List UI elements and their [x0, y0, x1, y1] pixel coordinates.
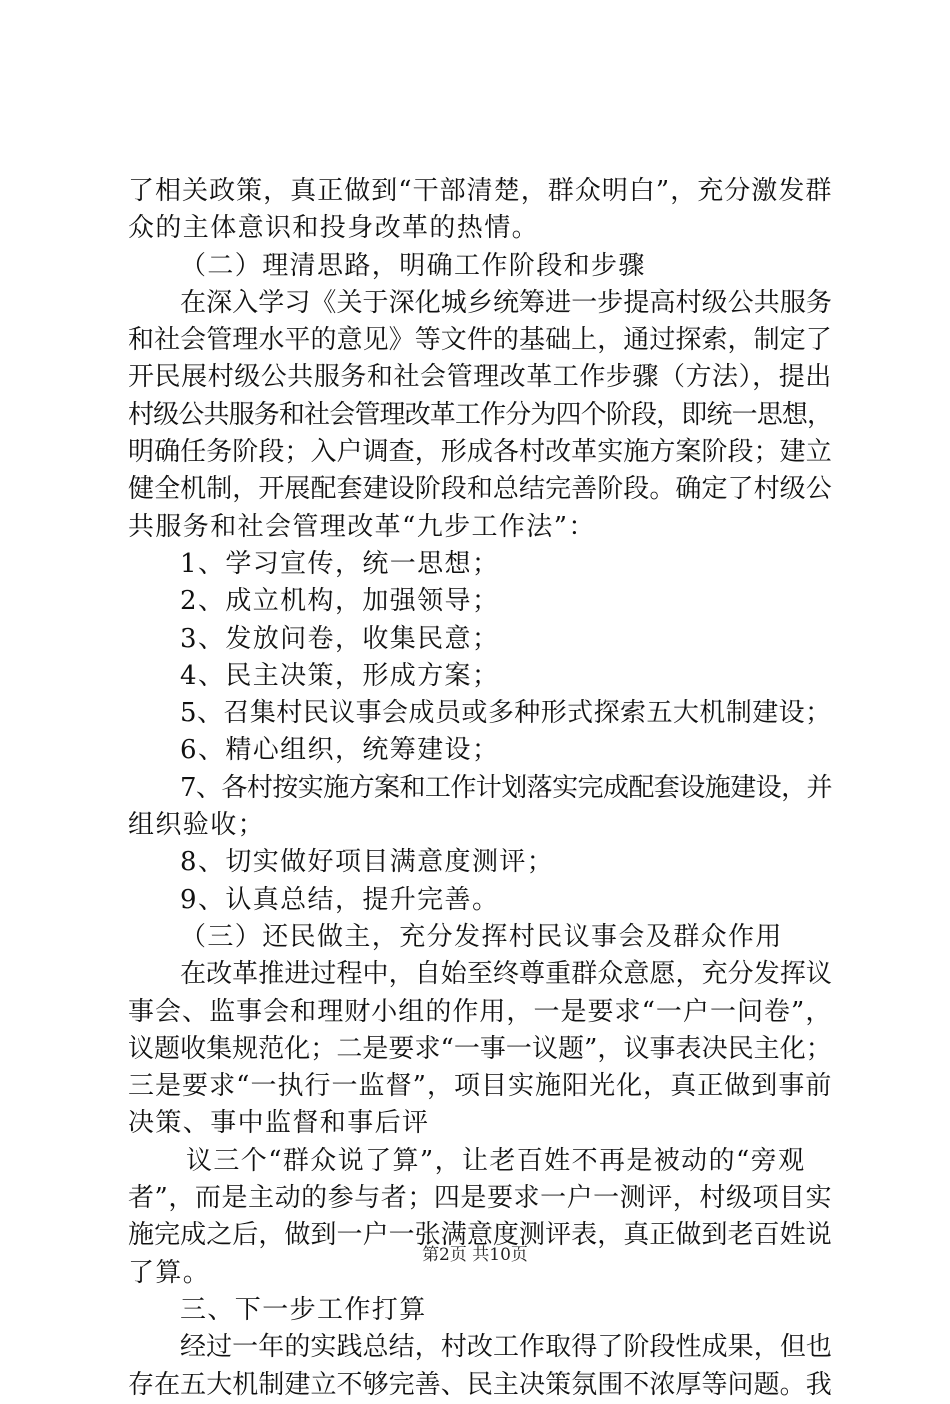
text-line: 者”，而是主动的参与者；四是要求一户一测评，村级项目实 — [128, 1183, 833, 1214]
text-line: 6、精心组织，统筹建设； — [180, 735, 500, 766]
text-line: 了算。 — [128, 1257, 211, 1288]
text-line: 4、民主决策，形成方案； — [180, 660, 500, 691]
text-line: 众的主体意识和投身改革的热情。 — [128, 213, 540, 244]
text-line: 5、召集村民议事会成员或多种形式探索五大机制建设； — [180, 698, 832, 729]
text-line: 共服务和社会管理改革“九步工作法”： — [128, 511, 596, 542]
text-line: 议题收集规范化；二是要求“一事一议题”，议事表决民主化； — [128, 1033, 832, 1064]
text-line: 2、成立机构，加强领导； — [180, 586, 500, 617]
text-line: 9、认真总结，提升完善。 — [180, 884, 500, 915]
text-line: 7、各村按实施方案和工作计划落实完成配套设施建设，并 — [180, 772, 832, 803]
text-line: 议三个“群众说了算”，让老百姓不再是被动的“旁观 — [186, 1145, 806, 1176]
text-line: 明确任务阶段；入户调查，形成各村改革实施方案阶段；建立 — [128, 437, 832, 468]
text-line: 和社会管理水平的意见》等文件的基础上，通过探索，制定了 — [128, 325, 832, 356]
text-line: 村级公共服务和社会管理改革工作分为四个阶段，即统一思想， — [128, 399, 833, 430]
text-line: 8、切实做好项目满意度测评； — [180, 847, 555, 878]
body-text — [128, 173, 832, 1404]
text-line: 三、下一步工作打算 — [180, 1294, 427, 1325]
text-line: 3、发放问卷，收集民意； — [180, 623, 500, 654]
text-line: 经过一年的实践总结，村改工作取得了阶段性成果，但也 — [180, 1332, 833, 1363]
page-footer: 第2页 共10页 — [422, 1245, 528, 1265]
text-line: 在改革推进过程中，自始至终尊重群众意愿，充分发挥议 — [180, 959, 833, 990]
text-line: （三）还民做主，充分发挥村民议事会及群众作用 — [180, 921, 783, 952]
text-line: （二）理清思路，明确工作阶段和步骤 — [180, 250, 646, 281]
text-line: 在深入学习《关于深化城乡统筹进一步提高村级公共服务 — [180, 287, 833, 318]
text-line: 1、学习宣传，统一思想； — [180, 548, 500, 579]
text-line: 三是要求“一执行一监督”，项目实施阳光化，真正做到事前 — [128, 1071, 833, 1102]
text-line: 组织验收； — [128, 810, 266, 841]
text-line: 事会、监事会和理财小组的作用，一是要求“一户一问卷”， — [128, 996, 833, 1027]
text-line: 存在五大机制建立不够完善、民主决策氛围不浓厚等问题。我 — [128, 1369, 832, 1400]
text-line: 了相关政策，真正做到“干部清楚，群众明白”，充分激发群 — [128, 176, 833, 206]
text-line: 施完成之后，做到一户一张满意度测评表，真正做到老百姓说 — [128, 1220, 832, 1251]
text-line: 决策、事中监督和事后评 — [128, 1108, 430, 1139]
text-line: 开民展村级公共服务和社会管理改革工作步骤（方法），提出 — [128, 362, 832, 393]
text-line: 健全机制，开展配套建设阶段和总结完善阶段。确定了村级公 — [128, 474, 832, 505]
